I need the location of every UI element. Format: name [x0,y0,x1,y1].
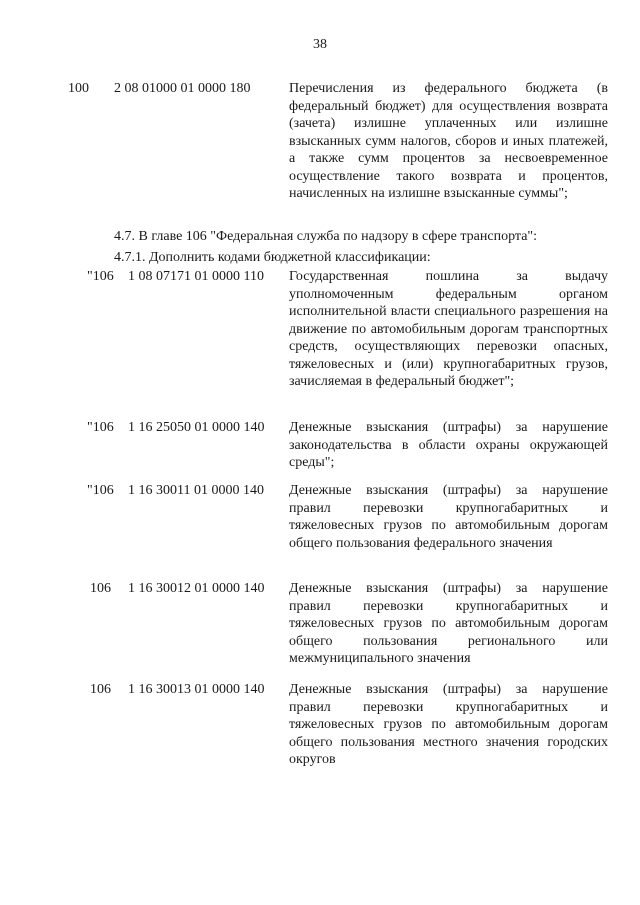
chapter-code: 106 [90,581,111,596]
chapter-code: 106 [90,682,111,697]
chapter-code: "106 [87,483,114,498]
chapter-code: "106 [87,269,114,284]
code-description: Денежные взыскания (штрафы) за нарушение законодательства в области охраны окружающей среды"; [289,420,608,470]
kbk-code: 2 08 01000 01 0000 180 [114,81,251,96]
kbk-code: 1 16 30011 01 0000 140 [128,483,264,498]
code-description: Денежные взыскания (штрафы) за нарушение правил перевозки крупногабаритных и тяжеловесных грузов по автомобильным дорогам общего пользования регионального или межмуниципального значения [289,581,608,666]
chapter-code: 100 [68,81,89,96]
code-description: Денежные взыскания (штрафы) за нарушение правил перевозки крупногабаритных и тяжеловесных грузов по автомобильным дорогам общего пользования местного значения городских округов [289,682,608,767]
kbk-code: 1 08 07171 01 0000 110 [128,269,264,284]
kbk-code: 1 16 30013 01 0000 140 [128,682,265,697]
section-paragraph: 4.7. В главе 106 "Федеральная служба по надзору в сфере транспорта": [114,229,538,244]
page-number: 38 [313,37,327,52]
code-description: Перечисления из федерального бюджета (в федеральный бюджет) для осуществления возврата (зачета) излишне уплаченных или излишне взысканных сумм налогов, сборов и иных платежей, а также сумм процентов за несвоевременное осуществление такого возврата и процентов, начисленных на излишне взысканные суммы"; [289,81,608,201]
kbk-code: 1 16 25050 01 0000 140 [128,420,265,435]
code-description: Денежные взыскания (штрафы) за нарушение правил перевозки крупногабаритных и тяжеловесных грузов по автомобильным дорогам общего пользования федерального значения [289,483,608,551]
code-description: Государственная пошлина за выдачу уполномоченным федеральным органом исполнительной власти специального разрешения на движение по автомобильным дорогам транспортных средств, осуществляющих перевозки опасных, тяжеловесных и (или) крупногабаритных грузов, зачисляемая в федеральный бюджет"; [289,269,608,389]
kbk-code: 1 16 30012 01 0000 140 [128,581,265,596]
chapter-code: "106 [87,420,114,435]
section-paragraph: 4.7.1. Дополнить кодами бюджетной классификации: [114,250,431,265]
